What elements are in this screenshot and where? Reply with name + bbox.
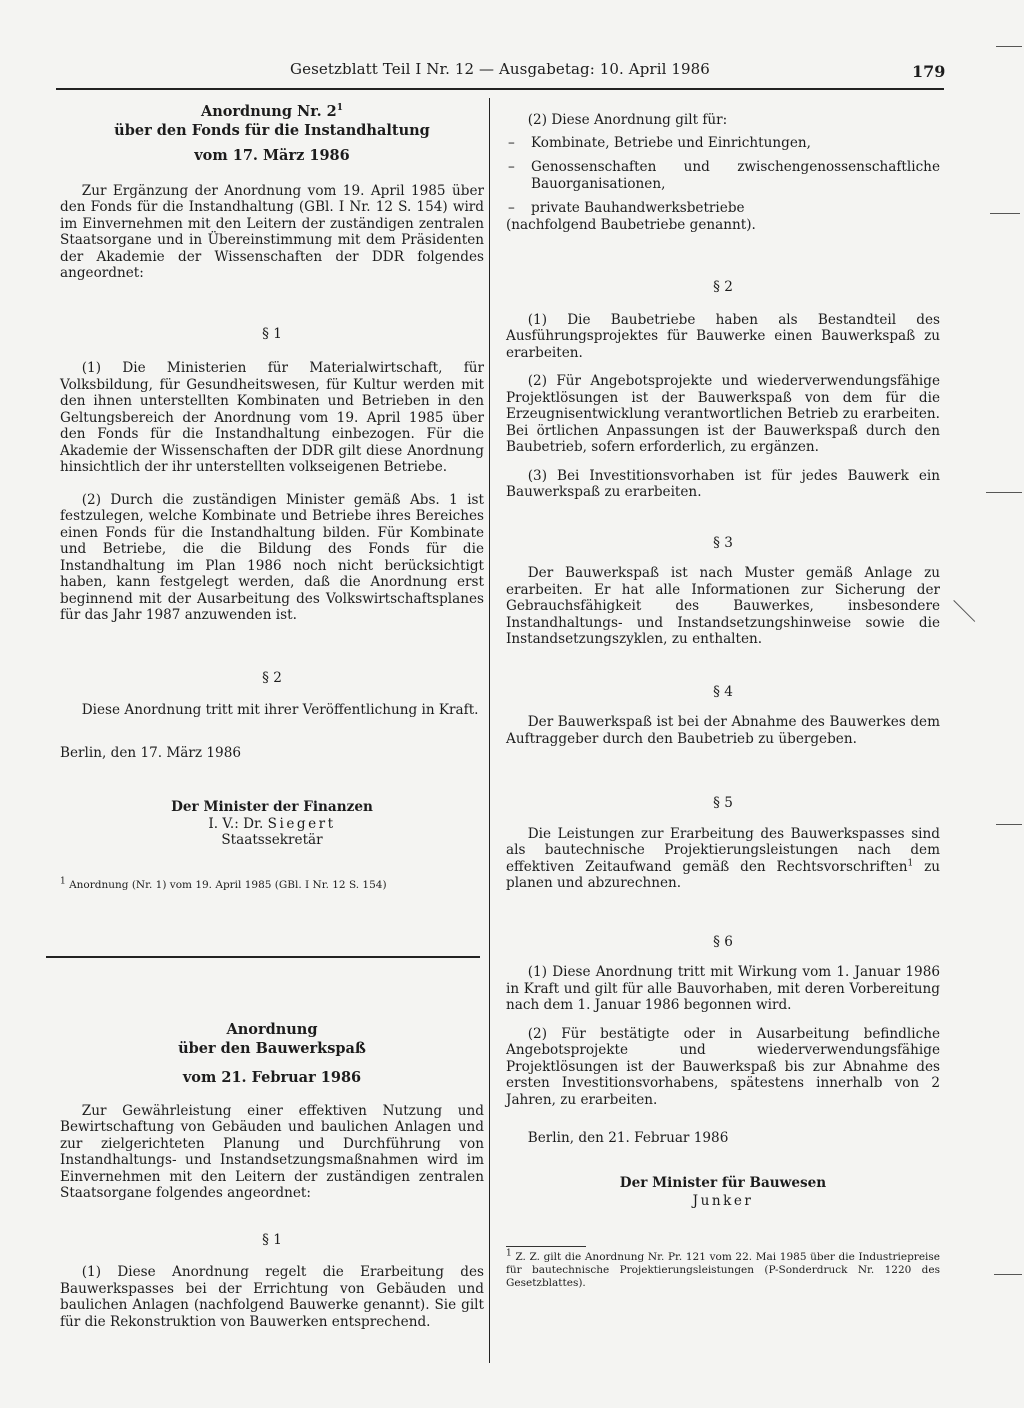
scan-mark bbox=[996, 46, 1022, 47]
footnote bbox=[60, 876, 484, 892]
footnote bbox=[506, 1248, 940, 1290]
section-heading-1: § 1 bbox=[262, 325, 282, 342]
footnote-ref[interactable]: 1 bbox=[907, 857, 914, 868]
scope-list bbox=[506, 135, 940, 217]
section-6-paragraph-2: (2) Für bestätigte oder in Ausarbeitung befindliche Angebotsprojekte und wiederverwendungsfähige Projektlösungen ist der Bauwerkspaß bis zur Abnahme des ersten Investitionsvorhabens, spätestens innerhalb von 2 Jahren, zu erarbeiten. bbox=[506, 1025, 940, 1108]
ordinance-separator bbox=[46, 956, 480, 958]
section-heading-1: § 1 bbox=[262, 1231, 282, 1248]
section-heading-2: § 2 bbox=[262, 669, 282, 686]
section-1-paragraph-1: (1) Die Ministerien für Materialwirtschaft, für Volksbildung, für Gesundheitswesen, für Kultur werden mit den ihnen unterstellten Kombinaten und Betrieben in den Geltungsbereich der Anordnung vom 19. April 1985 über den Fonds für die Instandhaltung einbezogen. Für die Akademie der Wissenschaften der DDR gilt diese Anordnung hinsichtlich der ihr unterstellten volkseigenen Betriebe. bbox=[60, 360, 484, 475]
ordinance-date: vom 21. Februar 1986 bbox=[182, 1069, 362, 1086]
section-2-paragraph-3: (3) Bei Investitionsvorhaben ist für jedes Bauwerk ein Bauwerkspaß zu erarbeiten. bbox=[506, 467, 940, 500]
signatory-title: Der Minister der Finanzen bbox=[171, 799, 373, 815]
ordinance-title-line2: über den Bauwerkspaß bbox=[178, 1040, 366, 1057]
scan-mark bbox=[953, 600, 975, 622]
section-2-paragraph-1: (1) Die Baubetriebe haben als Bestandteil des Ausführungsprojektes für Bauwerke einen Bauwerkspaß zu erarbeiten. bbox=[506, 311, 940, 361]
ordinance-title-line1: Anordnung Nr. 2 bbox=[200, 103, 337, 120]
scan-mark bbox=[986, 492, 1022, 493]
intro-paragraph: Zur Ergänzung der Anordnung vom 19. April 1985 über den Fonds für die Instandhaltung (GBl. I Nr. 12 S. 154) wird im Einvernehmen mit den Leitern der zuständigen zentralen Staatsorgane und in Übereinstimmung mit dem Präsidenten der Akademie der Wissenschaften der DDR folgendes angeordnet: bbox=[60, 182, 484, 281]
signatory-name: Junker bbox=[692, 1193, 754, 1209]
section-5-text-part-b: zu planen und abzurechnen. bbox=[506, 858, 940, 891]
scan-mark bbox=[996, 824, 1022, 825]
footnote-number: 1 bbox=[506, 1248, 512, 1258]
section-6-paragraph-1: (1) Diese Anordnung tritt mit Wirkung vom 1. Januar 1986 in Kraft und gilt für alle Bauvorhaben, mit deren Vorbereitung nach dem 1. Januar 1986 begonnen wird. bbox=[506, 964, 940, 1013]
section-2-paragraph-2: (2) Für Angebotsprojekte und wiederverwendungsfähige Projektlösungen ist der Bauwerkspaß von dem für die Erzeugnisentwicklung verantwortlichen Betrieb zu erarbeiten. Bei örtlichen Anpassungen ist der Bauwerkspaß durch den Baubetrieb, sofern erforderlich, zu ergänzen. bbox=[506, 373, 940, 455]
section-heading-6: § 6 bbox=[713, 933, 733, 950]
footnote-ref[interactable]: 1 bbox=[336, 103, 344, 114]
scan-mark bbox=[990, 213, 1020, 214]
section-5-text-part-a: Die Leistungen zur Erarbeitung des Bauwerkspasses sind als bautechnische Projektierungsleistungen nach dem effektiven Zeitaufwand gemäß den Rechtsvorschriften bbox=[506, 825, 940, 875]
list-item: – Genossenschaften und zwischengenossenschaftliche Bauorganisationen, bbox=[506, 159, 940, 192]
section-3-text: Der Bauwerkspaß ist nach Muster gemäß Anlage zu erarbeiten. Er hat alle Informationen zur Sicherung der Gebrauchsfähigkeit des Bauwerkes, insbesondere Instandhaltungs- und Instandsetzungshinweise sowie die Instandsetzungszyklen, zu enthalten. bbox=[506, 565, 940, 647]
section-heading-2: § 2 bbox=[713, 279, 733, 295]
ordinance-title-line2: über den Fonds für die Instandhaltung bbox=[114, 122, 430, 139]
ordinance-title bbox=[60, 102, 484, 140]
list-item: – private Bauhandwerksbetriebe bbox=[506, 200, 940, 217]
section-heading-4: § 4 bbox=[713, 683, 733, 700]
section-1-paragraph-2: (2) Diese Anordnung gilt für: bbox=[527, 112, 728, 128]
page-number: 179 bbox=[912, 62, 946, 81]
section-4-text: Der Bauwerkspaß ist bei der Abnahme des Bauwerkes dem Auftraggeber durch den Baubetrieb zu übergeben. bbox=[506, 714, 940, 747]
footnote-text: Z. Z. gilt die Anordnung Nr. Pr. 121 vom 22. Mai 1985 über die Industriepreise für bautechnische Projektierungsleistungen (P-Sonderdruck Nr. 1220 des Gesetzblattes). bbox=[506, 1250, 940, 1289]
ordinance-bauwerkspass-continued bbox=[506, 112, 940, 1290]
section-1-paragraph-2: (2) Durch die zuständigen Minister gemäß Abs. 1 ist festzulegen, welche Kombinate und Betriebe ihres Bereiches einen Fonds für die Instandhaltung bilden. Für Kombinate und Betriebe, die die Bildung des Fonds für die Instandhaltung im Plan 1986 noch nicht berücksichtigt haben, kann festgelegt werden, daß die Anordnung erst beginnend mit der Ausarbeitung des Volkswirtschaftsplanes für das Jahr 1987 anzuwenden ist. bbox=[60, 491, 484, 623]
place-date: Berlin, den 21. Februar 1986 bbox=[527, 1130, 729, 1146]
section-heading-5: § 5 bbox=[713, 795, 733, 811]
signatory-title: Der Minister für Bauwesen bbox=[619, 1174, 827, 1191]
section-2-text: Diese Anordnung tritt mit ihrer Veröffentlichung in Kraft. bbox=[81, 702, 479, 718]
scan-mark bbox=[994, 1274, 1022, 1275]
section-heading-3: § 3 bbox=[713, 534, 733, 551]
list-tail: (nachfolgend Baubetriebe genannt). bbox=[506, 216, 756, 233]
column-divider bbox=[489, 98, 490, 1363]
header-rule bbox=[56, 88, 944, 90]
intro-paragraph: Zur Gewährleistung einer effektiven Nutzung und Bewirtschaftung von Gebäuden und baulichen Anlagen und zur zielgerichteten Planung und Durchführung von Instandhaltungs- und Instandsetzungsmaßnahmen wird im Einvernehmen mit den Leitern der zuständigen zentralen Staatsorgane folgendes angeordnet: bbox=[60, 1102, 484, 1201]
gazette-header: Gesetzblatt Teil I Nr. 12 — Ausgabetag: 10. April 1986 bbox=[290, 60, 710, 78]
footnote-rule bbox=[506, 1246, 586, 1247]
section-1-paragraph-1: (1) Diese Anordnung regelt die Erarbeitung des Bauwerkspasses bei der Errichtung von Gebäuden und baulichen Anlagen (nachfolgend Bauwerke genannt). Sie gilt für die Rekonstruktion von Bauwerken entsprechend. bbox=[60, 1264, 484, 1330]
place-date: Berlin, den 17. März 1986 bbox=[60, 744, 241, 761]
ordinance-bauwerkspass bbox=[60, 1020, 484, 1330]
section-5-text bbox=[506, 826, 940, 892]
signatory-role: Staatssekretär bbox=[221, 832, 323, 848]
signatory-line bbox=[60, 816, 484, 833]
signatory-name: Siegert bbox=[267, 815, 336, 832]
footnote-number: 1 bbox=[60, 876, 66, 886]
signatory-prefix: I. V.: Dr. bbox=[208, 815, 264, 832]
ordinance-fonds bbox=[60, 102, 484, 892]
ordinance-title-line1: Anordnung bbox=[226, 1021, 318, 1038]
ordinance-title bbox=[60, 1020, 484, 1058]
ordinance-date: vom 17. März 1986 bbox=[194, 147, 350, 164]
footnote-text: Anordnung (Nr. 1) vom 19. April 1985 (GBl. I Nr. 12 S. 154) bbox=[69, 878, 387, 891]
list-item: – Kombinate, Betriebe und Einrichtungen, bbox=[506, 135, 940, 152]
